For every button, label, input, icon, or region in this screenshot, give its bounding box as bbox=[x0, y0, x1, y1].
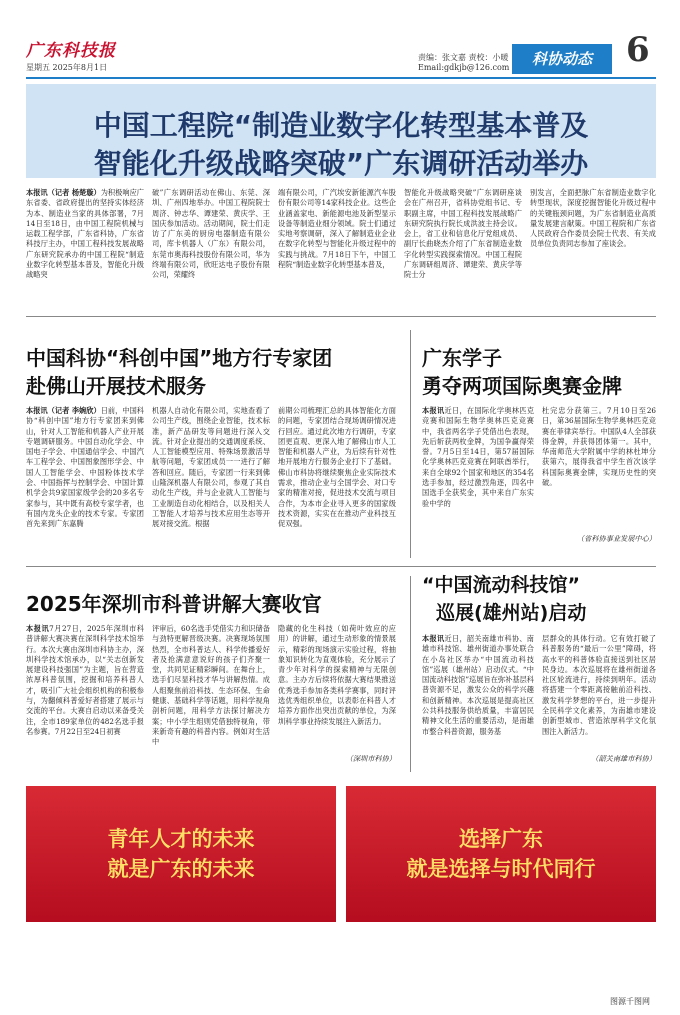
issue-date: 星期五 2025年8月1日 bbox=[26, 63, 108, 72]
column-divider-vertical-2 bbox=[410, 576, 411, 772]
article-3-headline-line-1: 广东学子 bbox=[422, 346, 502, 370]
article-2-column-2: 机器人自动化有限公司，实地查看了公司生产线，围绕企业智能，技术标准，新产品研发等问题进行深入交流。针对企业提出的交通调度系统、人工智能模型应用、特殊场景激活导航等问题，专家团成员一一进行了解答和回应。随后，专家团一行来到佛山隆深机器人有限公司，参观了其自动化生产线，并与企业就人工智能与工业制造自动化相结合，以及相关人工智能人才培养与技术应用生态等开展对接交流。根据 bbox=[152, 406, 270, 529]
article-5-source: （韶关南雄市科协） bbox=[591, 754, 656, 763]
article-3-column-2: 杜完忠分获第三。7月10日至26日，第36届国际生物学奥林匹克竞赛在菲律宾举行。中国队4人全部获得金牌，并获得团体第一。其中，华南师范大学附属中学的林杜坤分获第六，展得我省中学生首次该学科国际奥赛金牌，实现历史性的突破。 bbox=[542, 406, 656, 488]
article-3-column-1: 本报讯近日，在国际化学奥林匹克竞赛和国际生物学奥林匹克竞赛中，我省两名学子凭借出色表现，先后斩获两枚金牌，为国争赢得荣誉。7月5日至14日，第57届国际化学奥林匹克竞赛在阿联酋举行，来自全球92个国家和地区的354名选手参加，经过激烈角逐，四名中国选手全获奖金，其中来自广东实验中学的 bbox=[422, 406, 534, 508]
contact-email: Email:gdkjb@126.com bbox=[418, 63, 510, 72]
lead-article-column-1: 本报讯（记者 杨楚璇）为积极响应广东省委、省政府提出的坚持实体经济为本、制造业当家的具体部署，7月14日至18日，由中国工程院机械与运载工程学部，广东省科协，广东省科技厅主办，中国工程科技发展战略广东研究院承办的中国工程院“制造业数字化转型基本普及，智能化升级战略突 bbox=[26, 188, 144, 280]
article-2-headline-line-2: 赴佛山开展技术服务 bbox=[26, 374, 206, 398]
ad-banner-left-line-1: 青年人才的未来 bbox=[107, 827, 255, 851]
section-label: 科协动态 bbox=[512, 44, 612, 74]
article-4-column-3: 隐藏的化生科技（如荷叶效应的应用）的讲解，通过生动形象的情景展示，精彩的现场演示实验过程，将抽象知识转化为直观体验，充分展示了青少年对科学的探索精神与无限创意。主办方后续将依据大赛结果推送优秀选手参加各类科学赛事，同时评选优秀组织单位，以表彰在科普人才培养方面作出突出贡献的单位，为深圳科学事业持续发展注入新活力。 bbox=[278, 624, 396, 726]
lead-article-byline: 本报讯（记者 杨楚璇） bbox=[26, 188, 101, 197]
article-4-column-1: 本报讯7月27日，2025年深圳市科普讲解大赛决赛在深圳科学技术馆举行。本次大赛由深圳市科协主办，深圳科学技术馆承办，以“关志创新发展建设科技强国”为主题，旨在营造浓厚科普氛围，挖掘和培养科普人才，吸引广大社会组织机构的积极参与，为翻倾科普爱好者搭建了展示与交流的平台。大赛自启动以来备受关注，全市189家单位的482名选手报名参赛。7月22日至24日初赛 bbox=[26, 624, 144, 736]
masthead bbox=[0, 0, 680, 84]
article-5-headline-line-2: 巡展(雄州站)启动 bbox=[436, 602, 587, 624]
article-2-column-1: 本报讯（记者 李婉欣）日前，中国科协“科创中国”地方行专家团来到佛山，针对人工智能和机器人产业开展专题调研服务。中国自动化学会、中国电子学会、中国通信学会、中国汽车工程学会、中国图象图形学会、中国人工智能学会、中国粉体技术学会、中国指挥与控制学会、中国计算机学会共9家国家级学会的20多名专家参与，其中既有高校专家学者，也有国内龙头企业的技术专家。专家团首先来到广东嘉腾 bbox=[26, 406, 144, 529]
article-4-byline: 本报讯 bbox=[26, 624, 50, 633]
article-3-source: （省科协事业发展中心） bbox=[576, 534, 656, 543]
ad-banner-left-line-2: 就是广东的未来 bbox=[107, 857, 255, 881]
lead-article-column-3: 端有限公司，广汽埃安新能源汽车股份有限公司等14家科技企业。这些企业涵盖家电、新能源电池及新型显示设备等制造业细分领域。院士们通过实地考察调研，深入了解制造业企业在数字化转型与智能化升级过程中的实践与挑战。7月18日下午，中国工程院“制造业数字化转型基本普及， bbox=[278, 188, 396, 270]
editor-credits: 责编：张文嘉 责校：小暖 bbox=[418, 53, 509, 62]
lead-article-column-4: 智能化升级战略突破”广东调研座谈会在广州召开，省科协党组书记、专职副主席，中国工程科技发展战略广东研究院执行院长成洪波主持会议。会上，省工业和信息化厅党组成员、副厅长曲晓杰介绍了广东省制造业数字化转型实践探索情况。中国工程院广东调研组周济、谭建荣、黄庆学等院士分 bbox=[404, 188, 522, 280]
ad-banner-right-line-1: 选择广东 bbox=[459, 827, 543, 851]
article-2-headline-line-1: 中国科协“科创中国”地方行专家团 bbox=[26, 346, 333, 370]
masthead-divider bbox=[26, 77, 656, 79]
ad-banner-right bbox=[346, 786, 656, 922]
section-divider-1 bbox=[26, 316, 656, 317]
lead-headline-line-1: 中国工程院“制造业数字化转型基本普及 bbox=[93, 109, 589, 142]
article-4-column-2: 评审后，60名选手凭借实力和识储备与劲特更解晋级决赛。决赛现场氛围热烈，全市科普达人、科学传播爱好者及抢满意意说好的孩子们齐聚一堂，共同见证精彩瞬间。在舞台上，选手们尽显科技才华与讲解热情。成人组聚焦前沿科技、生态环保、生命健康、基础科学等话题，用科学视角剖析问题，用科学方法探讨解决方案；中小学生组则凭借独特视角，带来新奇有趣的科普内容。例如对生活中 bbox=[152, 624, 270, 747]
ad-banner-left bbox=[26, 786, 336, 922]
article-3-headline-line-2: 勇夺两项国际奥赛金牌 bbox=[422, 374, 622, 398]
article-3-byline: 本报讯 bbox=[422, 406, 445, 415]
lead-article-column-2: 破”广东调研活动在佛山、东莞、深圳、广州四地举办。中国工程院院士周济、钟志华、谭建荣、黄庆学、王国庆参加活动。活动期间，院士们走访了广东美的厨房电器制造有限公司，库卡机器人（广东）有限公司，东莞市奥海科技股份有限公司，华为终端有限公司，欣旺达电子股份有限公司，荣耀终 bbox=[152, 188, 270, 280]
article-5-column-1: 本报讯近日，韶关南雄市科协、南雄市科技馆、雄州街道办事处联合在小岛社区举办“中国流动科技馆”巡展（雄州站）启动仪式。“中国流动科技馆”巡展旨在弥补基层科普资源不足，激发公众的科学兴趣和创新精神。本次巡展是提高社区公共科技服务供给质量，丰富居民精神文化生活的重要活动，是南雄市整合科普资源，服务基 bbox=[422, 634, 534, 736]
column-divider-vertical bbox=[410, 330, 411, 558]
lead-headline-line-2: 智能化升级战略突破”广东调研活动举办 bbox=[93, 147, 589, 180]
article-5-headline-line-1: “中国流动科技馆” bbox=[422, 574, 580, 596]
newspaper-logo: 广东科技报 bbox=[26, 41, 116, 61]
image-credit: 图源千图网 bbox=[610, 997, 650, 1006]
article-4-headline: 2025年深圳市科普讲解大赛收官 bbox=[26, 592, 322, 616]
article-2-column-3: 前期公司梳理汇总的具体智能化方面的问题，专家团结合现场调研情况进行回应。通过此次地方行调研，专家团更直观、更深入地了解佛山市人工智能和机器人产业，为后续有针对性地开展地方行服务企业打下了基础。佛山市科协将继续聚焦企业实际技术需求，推动企业与全国学会、对口专家的精准对接，促进技术交流与项目合作，为本市企业寻入更多的国家级技术资源，实实在在推动产业科技互促双强。 bbox=[278, 406, 396, 529]
article-2-byline: 本报讯（记者 李婉欣） bbox=[26, 406, 101, 415]
lead-article-column-5: 别发言，全面把脉广东省制造业数字化转型现状，深度挖掘智能化升级过程中的关键瓶颈问题，为广东省制造业高质量发展建言献策。中国工程院和广东省人民政府合作委员会院士代表、有关成员单位负责同志参加了座谈会。 bbox=[530, 188, 656, 249]
article-5-byline: 本报讯 bbox=[422, 634, 445, 643]
section-divider-2 bbox=[26, 566, 656, 567]
article-4-source: （深圳市科协） bbox=[345, 754, 396, 763]
article-5-column-2: 层群众的具体行动。它有效打破了科普服务的“最后一公里”障碍，将高水平的科普体验直接送到社区居民身边。本次巡展将在雄州街道各社区轮流进行，持续到明年。活动将搭建一个零距离接触前沿科技、激发科学梦想的平台，进一步提升全民科学文化素养，为南雄市建设创新型城市、营造浓厚科学文化氛围注入新活力。 bbox=[542, 634, 656, 736]
ad-banner-right-line-2: 就是选择与时代同行 bbox=[406, 857, 596, 881]
page-number: 6 bbox=[626, 30, 650, 70]
